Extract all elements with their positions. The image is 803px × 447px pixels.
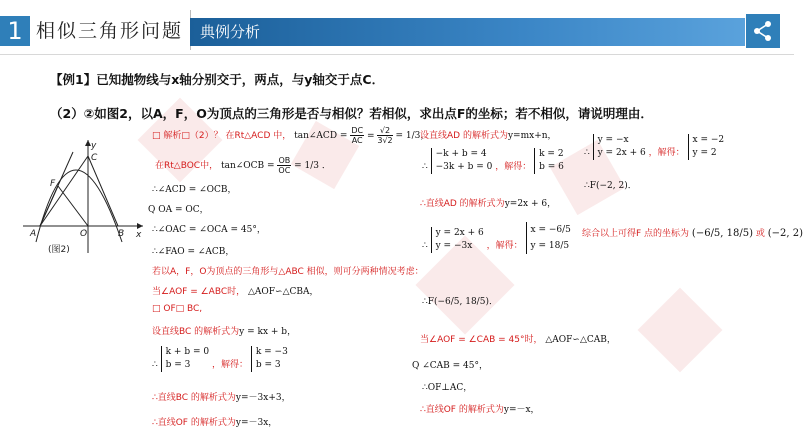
c2-res-2: b = 6	[539, 162, 564, 172]
figure-caption: (图2)	[48, 245, 70, 255]
axis-label-y: y	[91, 141, 97, 151]
c1-step-10: 设直线BC 的解析式为y = kx + b，	[152, 327, 297, 337]
c3-res-2: y = 2	[692, 148, 717, 158]
c2-sys-eq2: −3k + b = 0	[435, 162, 493, 172]
axis-label-x: x	[136, 230, 142, 240]
c3-sys-eq1: y = −x	[597, 135, 629, 145]
section-number: 1	[0, 16, 30, 46]
problem-line-1: 【例1】已知抛物线与x轴分别交于，两点，与y轴交于点C．	[50, 72, 385, 87]
c3-step-2: ∴F(−2, 2)．	[584, 181, 637, 191]
c1-step-1-tan: tan∠ACD =	[294, 131, 348, 141]
c1-sys-eq2: b = 3	[165, 360, 191, 370]
c2-step-1: 设直线AD 的解析式为y=mx+n，	[420, 131, 557, 141]
header-rule	[0, 54, 794, 55]
c1-step-8a: 当∠AOF = ∠ABC时，	[152, 287, 246, 297]
c3-step-3: 综合以上可得F 点的坐标为	[582, 229, 690, 239]
parabola-figure	[18, 138, 148, 258]
c3-solve-label: ，解得：	[648, 148, 685, 158]
section-label: 典例分析	[200, 23, 261, 41]
c1-res-2: b = 3	[255, 360, 281, 370]
c3-point-2: (−2, 2)	[767, 228, 803, 239]
c2-res2-2: y = 18/5	[530, 241, 570, 251]
c3-res-1: x = −2	[692, 135, 725, 145]
watermark-shape	[638, 288, 723, 373]
c1-step-1: □ 解析□（2）？ 在Rt△ACD 中，	[152, 131, 292, 141]
c2-step-9: ∴直线OF 的解析式为y=－x，	[420, 405, 540, 415]
c1-step-7: 若以A，F，O为顶点的三角形与△ABC 相似，则可分两种情况考虑：	[152, 267, 424, 277]
share-button[interactable]	[746, 14, 780, 48]
point-label-a: A	[30, 229, 37, 239]
c1-step-4: Q OA = OC，	[148, 205, 209, 215]
c1-frac-root: $\frac{√2}{3√2}$	[377, 126, 393, 145]
c1-step-11: ∴ k + b = 0 b = 3 ，解得： k = −3 b = 3	[152, 347, 288, 370]
c1-step-2: 在Rt△BOC中，	[155, 161, 219, 171]
c1-sys-eq1: k + b = 0	[165, 347, 210, 357]
c1-step-2-end: = 1/3 ．	[294, 161, 331, 171]
c1-step-3: ∴∠ACD = ∠OCB，	[152, 185, 237, 195]
c2-sys-eq1: −k + b = 4	[435, 149, 487, 159]
c1-step-9: □ OF□ BC,	[152, 304, 203, 314]
point-label-b: B	[118, 229, 125, 239]
c2-step-4: ∴ y = 2x + 6 y = −3x ，解得： x = −6/5 y = 18/5	[422, 222, 571, 254]
c1-step-2-tan: tan∠OCB =	[220, 161, 275, 171]
c2-res-1: k = 2	[539, 149, 564, 159]
c1-frac-dc-ac: $\frac{DC}{AC}$	[351, 126, 364, 145]
c1-step-5: ∴∠OAC = ∠OCA = 45°，	[152, 225, 266, 235]
c3-or: 或	[755, 229, 765, 239]
section-band	[190, 18, 745, 46]
point-label-o: O	[80, 229, 88, 239]
c1-step-13: ∴直线OF 的解析式为y=－3x，	[152, 418, 278, 428]
c1-step-6: ∴∠FAO = ∠ACB，	[152, 247, 235, 257]
c2-solve-label: ，解得：	[495, 162, 532, 172]
c2-step-7: Q ∠CAB = 45°，	[412, 361, 488, 371]
c2-step-3: ∴直线AD 的解析式为y=2x + 6，	[420, 199, 557, 209]
c2-step-6b: △AOF∽△CAB，	[545, 335, 616, 345]
share-icon	[746, 14, 780, 48]
problem-line-2: （2）②如图2，以A，F，O为顶点的三角形是否与相似？若相似，求出点F的坐标；若不相似，请说明理由．	[50, 106, 653, 121]
c2-step-5: ∴F(−6/5, 18/5)．	[422, 297, 498, 307]
page-title: 相似三角形问题	[36, 20, 184, 42]
c3-sys-eq2: y = 2x + 6	[597, 148, 646, 158]
c3-point-1: (−6/5, 18/5)	[691, 228, 754, 239]
c1-frac-ob-oc: $\frac{OB}{OC}$	[278, 156, 291, 175]
c2-res2-1: x = −6/5	[530, 225, 571, 235]
c1-solve-label: ，解得：	[211, 360, 248, 370]
c3-step-1: ∴ y = −x y = 2x + 6 ，解得： x = −2 y = 2	[584, 135, 725, 158]
c2-sys2-eq1: y = 2x + 6	[435, 228, 484, 238]
point-label-c: C	[91, 153, 98, 163]
c2-step-8: ∴OF⊥AC，	[422, 383, 473, 393]
c2-solve-label-2: ，解得：	[486, 241, 523, 251]
c1-step-8b: △AOF∽△CBA，	[248, 287, 319, 297]
c2-step-6a: 当∠AOF = ∠CAB = 45°时，	[420, 335, 543, 345]
point-label-f: F	[50, 179, 56, 189]
c2-sys2-eq2: y = −3x	[435, 241, 473, 251]
c2-step-2: ∴ −k + b = 4 −3k + b = 0 ，解得： k = 2 b = 6	[422, 149, 564, 172]
c1-step-1-end: = 1/3，	[395, 131, 430, 141]
c1-res-1: k = −3	[255, 347, 288, 357]
c1-step-12: ∴直线BC 的解析式为y=－3x+3，	[152, 393, 291, 403]
